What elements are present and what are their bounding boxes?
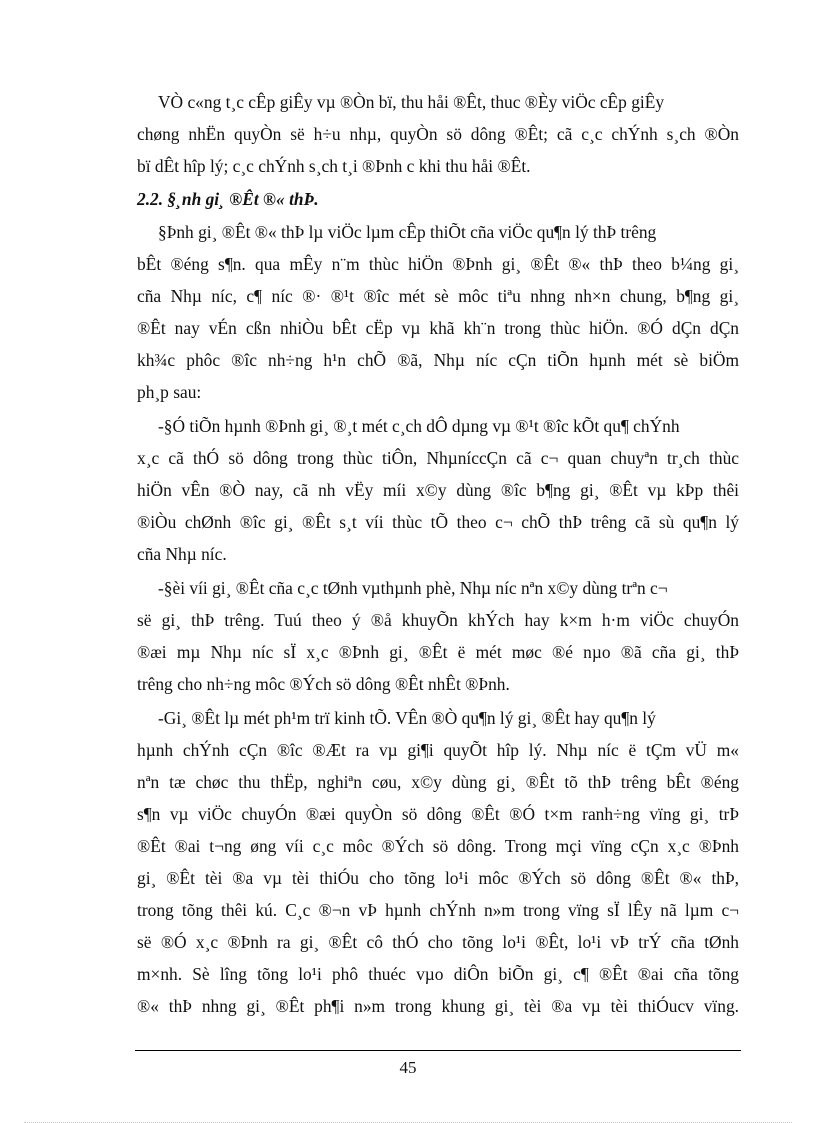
body-line: VÒ c«ng t¸c cÊp giÊy vµ ®Òn bï, thu håi ®Êt, thuc ®Èy viÖc cÊp giÊy <box>158 92 665 112</box>
body-line: hiÖn vÊn ®Ò nay, cã nh vËy míi x©y dùng ®îc b¶ng gi¸ ®Êt vµ kÞp thêi <box>137 480 739 500</box>
body-line: bï dÊt hîp lý; c¸c chÝnh s¸ch t¸i ®Þnh c khi thu håi ®Êt. <box>137 156 531 176</box>
body-line: trong tõng thêi kú. C¸c ®¬n vÞ hµnh chÝnh n»m trong vïng sÏ lÊy nã lµm c¬ <box>137 900 739 920</box>
body-line: -§èi víi gi¸ ®Êt cña c¸c tØnh vµthµnh phè, Nhµ níc nªn x©y dùng trªn c¬ <box>158 578 668 598</box>
page-number: 45 <box>399 1058 417 1077</box>
body-line: chøng nhËn quyÒn së h÷u nhµ, quyÒn sö dông ®Êt; cã c¸c chÝnh s¸ch ®Òn <box>137 124 739 144</box>
section-heading: 2.2. §¸nh gi¸ ®Êt ®« thÞ. <box>137 189 319 209</box>
body-line: §Þnh gi¸ ®Êt ®« thÞ lµ viÖc lµm cÊp thiÕt cña viÖc qu¶n lý thÞ trêng <box>158 222 657 242</box>
body-line: ph¸p sau: <box>137 382 202 402</box>
body-line: ®iÒu chØnh ®îc gi¸ ®Êt s¸t víi thùc tÕ theo c¬ chÕ thÞ trêng cã sù qu¶n lý <box>137 512 739 532</box>
body-line: x¸c cã thÓ sö dông trong thùc tiÔn, NhµníccÇn cã c¬ quan chuyªn tr¸ch thùc <box>137 448 739 468</box>
body-line: -Gi¸ ®Êt lµ mét ph¹m trï kinh tÕ. VÊn ®Ò qu¶n lý gi¸ ®Êt hay qu¶n lý <box>158 708 656 728</box>
body-line: kh¾c phôc ®îc nh÷ng h¹n chÕ ®ã, Nhµ níc cÇn tiÕn hµnh mét sè biÖm <box>137 350 739 370</box>
body-line: trêng cho nh÷ng môc ®Ých sö dông ®Êt nhÊt ®Þnh. <box>137 674 510 694</box>
body-line: së ®Ó x¸c ®Þnh ra gi¸ ®Êt cô thÓ cho tõng lo¹i ®Êt, lo¹i vÞ trÝ cña tØnh <box>137 932 739 952</box>
body-line: ®« thÞ nhng gi¸ ®Êt ph¶i n»m trong khung gi¸ tèi ®a vµ tèi thiÓucv vïng. <box>137 996 739 1016</box>
body-line: gi¸ ®Êt tèi ®a vµ tèi thiÓu cho tõng lo¹i môc ®Ých sö dông ®Êt ®« thÞ, <box>137 868 739 888</box>
body-line: së gi¸ thÞ trêng. Tuú theo ý ®å khuyÕn khÝch hay k×m h·m viÖc chuyÓn <box>137 610 739 630</box>
body-line: -§Ó tiÕn hµnh ®Þnh gi¸ ®¸t mét c¸ch dÔ dµng vµ ®¹t ®îc kÕt qu¶ chÝnh <box>158 416 680 436</box>
body-line: cña Nhµ níc, c¶ níc ®· ®¹t ®îc mét sè môc tiªu nhng nh×n chung, b¶ng gi¸ <box>137 286 739 306</box>
body-line: hµnh chÝnh cÇn ®îc ®Æt ra vµ gi¶i quyÕt hîp lý. Nhµ níc ë tÇm vÜ m« <box>137 740 739 760</box>
body-line: s¶n vµ viÖc chuyÓn ®æi quyÒn sö dông ®Êt ®Ó t×m ranh÷ng vïng gi¸ trÞ <box>137 804 739 824</box>
body-line: bÊt ®éng s¶n. qua mÊy n¨m thùc hiÖn ®Þnh gi¸ ®Êt ®« thÞ theo b¼ng gi¸ <box>137 254 739 274</box>
footer-divider <box>135 1050 741 1051</box>
body-line: m×nh. Sè lîng tõng lo¹i phô thuéc vµo diÔn biÕn gi¸ c¶ ®Êt ®ai cña tõng <box>137 964 739 984</box>
body-line: cña Nhµ níc. <box>137 544 227 564</box>
body-line: ®æi mµ Nhµ níc sÏ x¸c ®Þnh gi¸ ®Êt ë mét møc ®é nµo ®ã cña gi¸ thÞ <box>137 642 739 662</box>
body-line: ®Êt nay vÉn cßn nhiÒu bÊt cËp vµ khã kh¨n trong thùc hiÖn. ®Ó dÇn dÇn <box>137 318 739 338</box>
body-line: nªn tæ chøc thu thËp, nghiªn cøu, x©y dùng gi¸ ®Êt tõ thÞ trêng bÊt ®éng <box>137 772 739 792</box>
body-line: ®Êt ®ai t¬ng øng víi c¸c môc ®Ých sö dông. Trong mçi vïng cÇn x¸c ®Þnh <box>137 836 739 856</box>
